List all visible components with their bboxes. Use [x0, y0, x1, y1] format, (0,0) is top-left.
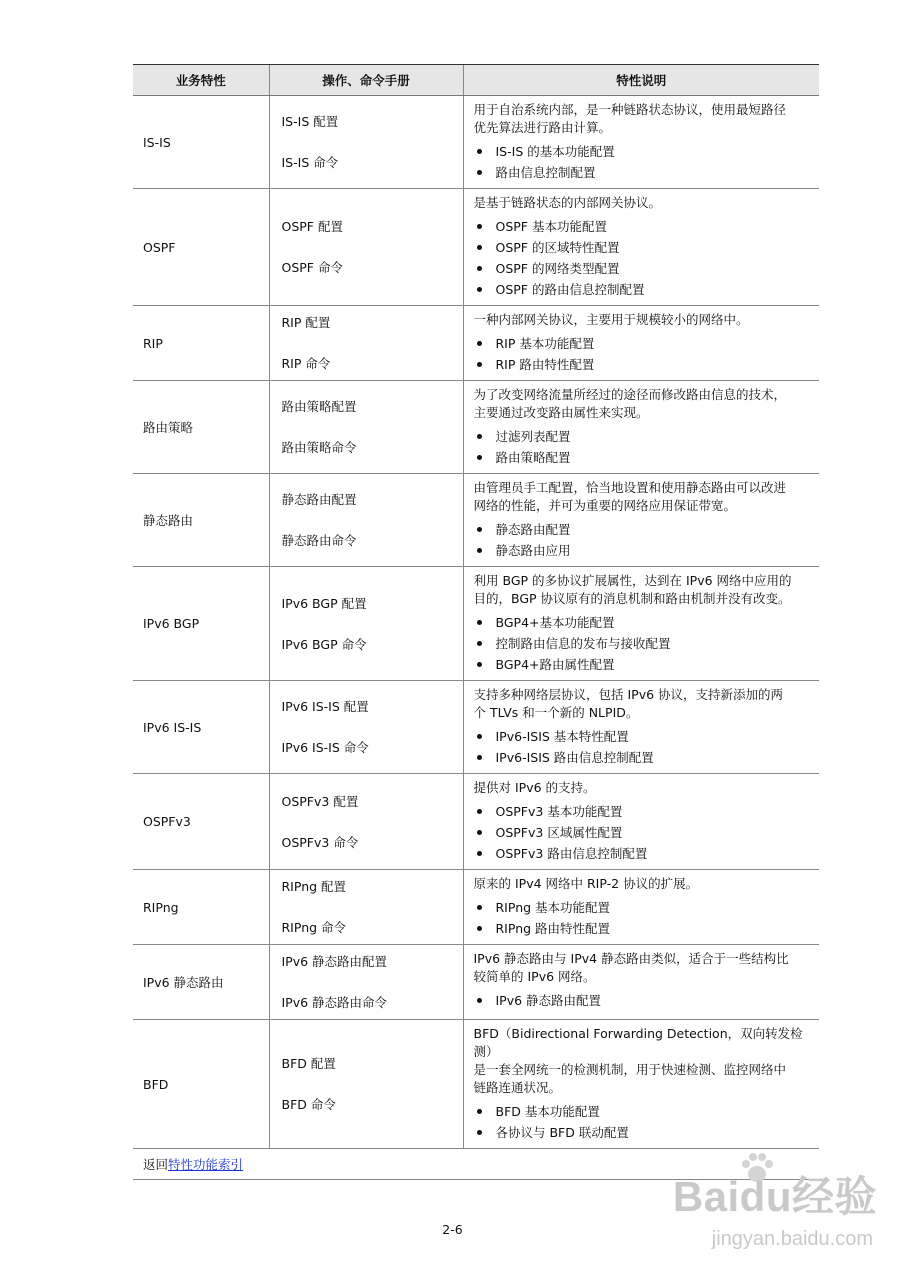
command-manual-entry: 路由策略命令: [281, 440, 357, 455]
config-manual-entry: RIP 配置: [281, 315, 331, 330]
description-text: [474, 686, 812, 722]
table-row: [133, 945, 819, 1020]
bullet-item: [474, 216, 812, 237]
command-manual-entry: IS-IS 命令: [281, 155, 339, 170]
bullet-dot-icon: [477, 662, 482, 667]
bullet-text: IPv6-ISIS 路由信息控制配置: [495, 750, 654, 765]
manual-list: [282, 793, 455, 851]
bullet-text: RIP 路由特性配置: [495, 357, 595, 372]
description-cell: [463, 189, 819, 306]
baidu-watermark: [647, 1150, 877, 1270]
description-cell: [463, 1020, 819, 1149]
bullet-text: 过滤列表配置: [495, 429, 571, 444]
feature-bullet-list: [474, 897, 812, 939]
config-manual-entry: OSPFv3 配置: [281, 793, 359, 809]
manual-cell: [269, 945, 463, 1020]
feature-bullet-list: [474, 612, 812, 675]
bullet-item: [474, 333, 812, 354]
page-number: 2-6: [442, 1222, 463, 1237]
bullet-item: [474, 747, 812, 768]
bullet-item: [474, 612, 812, 633]
description-line: 是基于链路状态的内部网关协议。: [473, 195, 662, 210]
bullet-item: [474, 426, 812, 447]
bullet-item: [474, 918, 812, 939]
description-line: 个 TLVs 和一个新的 NLPID。: [473, 705, 639, 720]
bullet-dot-icon: [477, 245, 482, 250]
bullet-text: BFD 基本功能配置: [495, 1104, 600, 1119]
feature-name: BFD: [133, 1020, 269, 1149]
bullet-text: IPv6 静态路由配置: [495, 993, 602, 1008]
bullet-item: [474, 141, 812, 162]
bullet-text: RIPng 基本功能配置: [495, 900, 611, 915]
manual-list: [282, 878, 455, 936]
config-manual-entry: 静态路由配置: [281, 492, 357, 507]
table-row: [133, 567, 819, 681]
feature-name: IPv6 BGP: [133, 567, 269, 681]
manual-cell: [269, 189, 463, 306]
description-cell: [463, 96, 819, 189]
bullet-dot-icon: [477, 830, 482, 835]
bullet-dot-icon: [477, 455, 482, 460]
config-manual-entry: IPv6 IS-IS 配置: [281, 699, 369, 714]
table-row: [133, 189, 819, 306]
watermark-logo: Baidu经验: [672, 1173, 877, 1220]
manual-cell: [269, 381, 463, 474]
bullet-item: [474, 897, 812, 918]
bullet-item: [474, 258, 812, 279]
table-body: [133, 96, 819, 1180]
feature-name: OSPFv3: [133, 774, 269, 870]
description-cell: [463, 774, 819, 870]
bullet-item: [474, 279, 812, 300]
config-manual-entry: OSPF 配置: [281, 219, 343, 234]
manual-list: [282, 398, 455, 456]
description-line: 主要通过改变路由属性来实现。: [473, 405, 649, 420]
description-line: 支持多种网络层协议，包括 IPv6 协议，支持新添加的两: [473, 687, 784, 702]
bullet-item: [474, 801, 812, 822]
bullet-dot-icon: [477, 287, 482, 292]
command-manual-entry: 静态路由命令: [281, 533, 357, 548]
bullet-text: OSPF 的路由信息控制配置: [495, 282, 645, 297]
description-text: [474, 572, 812, 608]
bullet-dot-icon: [477, 434, 482, 439]
table-row: [133, 474, 819, 567]
description-text: [474, 101, 812, 137]
description-text: [474, 1025, 812, 1097]
back-prefix: 返回: [143, 1157, 169, 1172]
description-cell: [463, 306, 819, 381]
manual-list: [282, 314, 455, 372]
bullet-text: 路由策略配置: [495, 450, 571, 465]
table-row: [133, 96, 819, 189]
bullet-text: RIP 基本功能配置: [495, 336, 595, 351]
description-line: 为了改变网络流量所经过的途径而修改路由信息的技术，: [473, 387, 787, 402]
bullet-item: [474, 843, 812, 864]
command-manual-entry: RIP 命令: [281, 356, 331, 371]
bullet-item: [474, 447, 812, 468]
feature-bullet-list: [474, 333, 812, 375]
bullet-dot-icon: [477, 620, 482, 625]
manual-cell: [269, 567, 463, 681]
feature-name: 路由策略: [133, 381, 269, 474]
description-line: 较简单的 IPv6 网络。: [473, 969, 596, 984]
bullet-dot-icon: [477, 755, 482, 760]
bullet-dot-icon: [477, 809, 482, 814]
bullet-text: 各协议与 BFD 联动配置: [495, 1125, 629, 1140]
bullet-item: [474, 1101, 812, 1122]
bullet-text: OSPFv3 区域属性配置: [495, 825, 623, 840]
bullet-item: [474, 654, 812, 675]
bullet-dot-icon: [477, 851, 482, 856]
bullet-dot-icon: [477, 266, 482, 271]
manual-list: [282, 953, 455, 1011]
description-text: [474, 311, 812, 329]
table-row: [133, 306, 819, 381]
manual-list: [282, 491, 455, 549]
bullet-item: [474, 237, 812, 258]
config-manual-entry: 路由策略配置: [281, 399, 357, 414]
command-manual-entry: IPv6 IS-IS 命令: [281, 740, 369, 755]
table-row: [133, 381, 819, 474]
feature-table: [133, 64, 819, 1180]
manual-list: [282, 113, 455, 171]
feature-bullet-list: [474, 216, 812, 300]
bullet-dot-icon: [477, 149, 482, 154]
description-line: 一种内部网关协议，主要用于规模较小的网络中。: [473, 312, 749, 327]
bullet-item: [474, 633, 812, 654]
bullet-dot-icon: [477, 926, 482, 931]
command-manual-entry: BFD 命令: [281, 1097, 336, 1112]
description-line: IPv6 静态路由与 IPv4 静态路由类似，适合于一些结构比: [473, 951, 789, 966]
manual-cell: [269, 681, 463, 774]
bullet-dot-icon: [477, 1109, 482, 1114]
description-line: 利用 BGP 的多协议扩展属性，达到在 IPv6 网络中应用的: [473, 573, 792, 588]
bullet-text: 静态路由应用: [495, 543, 571, 558]
description-line: 链路连通状况。: [473, 1080, 562, 1095]
bullet-text: 路由信息控制配置: [495, 165, 596, 180]
bullet-item: [474, 726, 812, 747]
manual-list: [282, 218, 455, 276]
description-line: BFD（Bidirectional Forwarding Detection，双向转发检测）: [473, 1026, 803, 1059]
bullet-text: OSPF 的网络类型配置: [495, 261, 620, 276]
feature-bullet-list: [474, 141, 812, 183]
description-line: 由管理员手工配置，恰当地设置和使用静态路由可以改进: [473, 480, 787, 495]
command-manual-entry: IPv6 BGP 命令: [281, 636, 367, 652]
feature-index-link[interactable]: 特性功能索引: [168, 1157, 244, 1172]
manual-list: [282, 698, 455, 756]
bullet-item: [474, 162, 812, 183]
table-header-row: [133, 65, 819, 96]
bullet-dot-icon: [477, 170, 482, 175]
description-text: [474, 950, 812, 986]
description-text: [474, 875, 812, 893]
header-feature: 业务特性: [133, 65, 269, 96]
description-cell: [463, 381, 819, 474]
command-manual-entry: IPv6 静态路由命令: [281, 995, 388, 1010]
feature-bullet-list: [474, 426, 812, 468]
table-row: [133, 681, 819, 774]
feature-bullet-list: [474, 519, 812, 561]
manual-cell: [269, 774, 463, 870]
bullet-text: OSPFv3 路由信息控制配置: [495, 846, 648, 861]
description-text: [474, 194, 812, 212]
table-row: [133, 774, 819, 870]
feature-name: 静态路由: [133, 474, 269, 567]
feature-name: RIP: [133, 306, 269, 381]
description-cell: [463, 474, 819, 567]
bullet-dot-icon: [477, 224, 482, 229]
manual-cell: [269, 306, 463, 381]
bullet-item: [474, 354, 812, 375]
description-line: 优先算法进行路由计算。: [473, 120, 612, 135]
feature-bullet-list: [474, 1101, 812, 1143]
description-text: [474, 479, 812, 515]
manual-cell: [269, 1020, 463, 1149]
bullet-dot-icon: [477, 341, 482, 346]
bullet-dot-icon: [477, 527, 482, 532]
description-cell: [463, 567, 819, 681]
bullet-text: IS-IS 的基本功能配置: [495, 144, 615, 159]
feature-name: IPv6 IS-IS: [133, 681, 269, 774]
bullet-item: [474, 990, 812, 1011]
config-manual-entry: IS-IS 配置: [281, 114, 339, 129]
description-line: 提供对 IPv6 的支持。: [473, 780, 596, 795]
config-manual-entry: IPv6 BGP 配置: [281, 595, 367, 611]
watermark-url: jingyan.baidu.com: [711, 1228, 873, 1250]
header-manual: 操作、命令手册: [269, 65, 463, 96]
table-row: [133, 870, 819, 945]
feature-bullet-list: [474, 801, 812, 864]
bullet-text: IPv6-ISIS 基本特性配置: [495, 729, 629, 744]
bullet-dot-icon: [477, 1130, 482, 1135]
manual-cell: [269, 96, 463, 189]
command-manual-entry: OSPF 命令: [281, 260, 343, 275]
bullet-text: BGP4+路由属性配置: [495, 657, 615, 672]
description-cell: [463, 870, 819, 945]
bullet-text: RIPng 路由特性配置: [495, 921, 611, 936]
bullet-item: [474, 540, 812, 561]
command-manual-entry: OSPFv3 命令: [281, 834, 359, 850]
description-text: [474, 779, 812, 797]
bullet-item: [474, 1122, 812, 1143]
bullet-text: BGP4+基本功能配置: [495, 615, 615, 630]
feature-name: IPv6 静态路由: [133, 945, 269, 1020]
description-line: 用于自治系统内部，是一种链路状态协议，使用最短路径: [473, 102, 787, 117]
manual-list: [282, 595, 455, 653]
feature-bullet-list: [474, 990, 812, 1011]
config-manual-entry: BFD 配置: [281, 1056, 336, 1071]
manual-list: [282, 1055, 455, 1113]
bullet-dot-icon: [477, 641, 482, 646]
table-row: [133, 1020, 819, 1149]
description-line: 目的，BGP 协议原有的消息机制和路由机制并没有改变。: [473, 591, 791, 606]
feature-name: OSPF: [133, 189, 269, 306]
description-cell: [463, 681, 819, 774]
description-text: [474, 386, 812, 422]
bullet-item: [474, 519, 812, 540]
header-description: 特性说明: [463, 65, 819, 96]
bullet-text: OSPF 基本功能配置: [495, 219, 607, 234]
manual-cell: [269, 474, 463, 567]
feature-name: RIPng: [133, 870, 269, 945]
bullet-text: OSPFv3 基本功能配置: [495, 804, 623, 819]
bullet-dot-icon: [477, 734, 482, 739]
bullet-text: 控制路由信息的发布与接收配置: [495, 636, 671, 651]
manual-cell: [269, 870, 463, 945]
description-line: 是一套全网统一的检测机制，用于快速检测、监控网络中: [473, 1062, 787, 1077]
command-manual-entry: RIPng 命令: [281, 920, 347, 935]
description-line: 原来的 IPv4 网络中 RIP-2 协议的扩展。: [473, 876, 699, 891]
bullet-dot-icon: [477, 998, 482, 1003]
bullet-dot-icon: [477, 362, 482, 367]
feature-bullet-list: [474, 726, 812, 768]
bullet-text: OSPF 的区域特性配置: [495, 240, 620, 255]
bullet-text: 静态路由配置: [495, 522, 571, 537]
bullet-item: [474, 822, 812, 843]
config-manual-entry: RIPng 配置: [281, 879, 347, 894]
feature-name: IS-IS: [133, 96, 269, 189]
description-line: 网络的性能，并可为重要的网络应用保证带宽。: [473, 498, 737, 513]
config-manual-entry: IPv6 静态路由配置: [281, 954, 388, 969]
bullet-dot-icon: [477, 548, 482, 553]
bullet-dot-icon: [477, 905, 482, 910]
description-cell: [463, 945, 819, 1020]
